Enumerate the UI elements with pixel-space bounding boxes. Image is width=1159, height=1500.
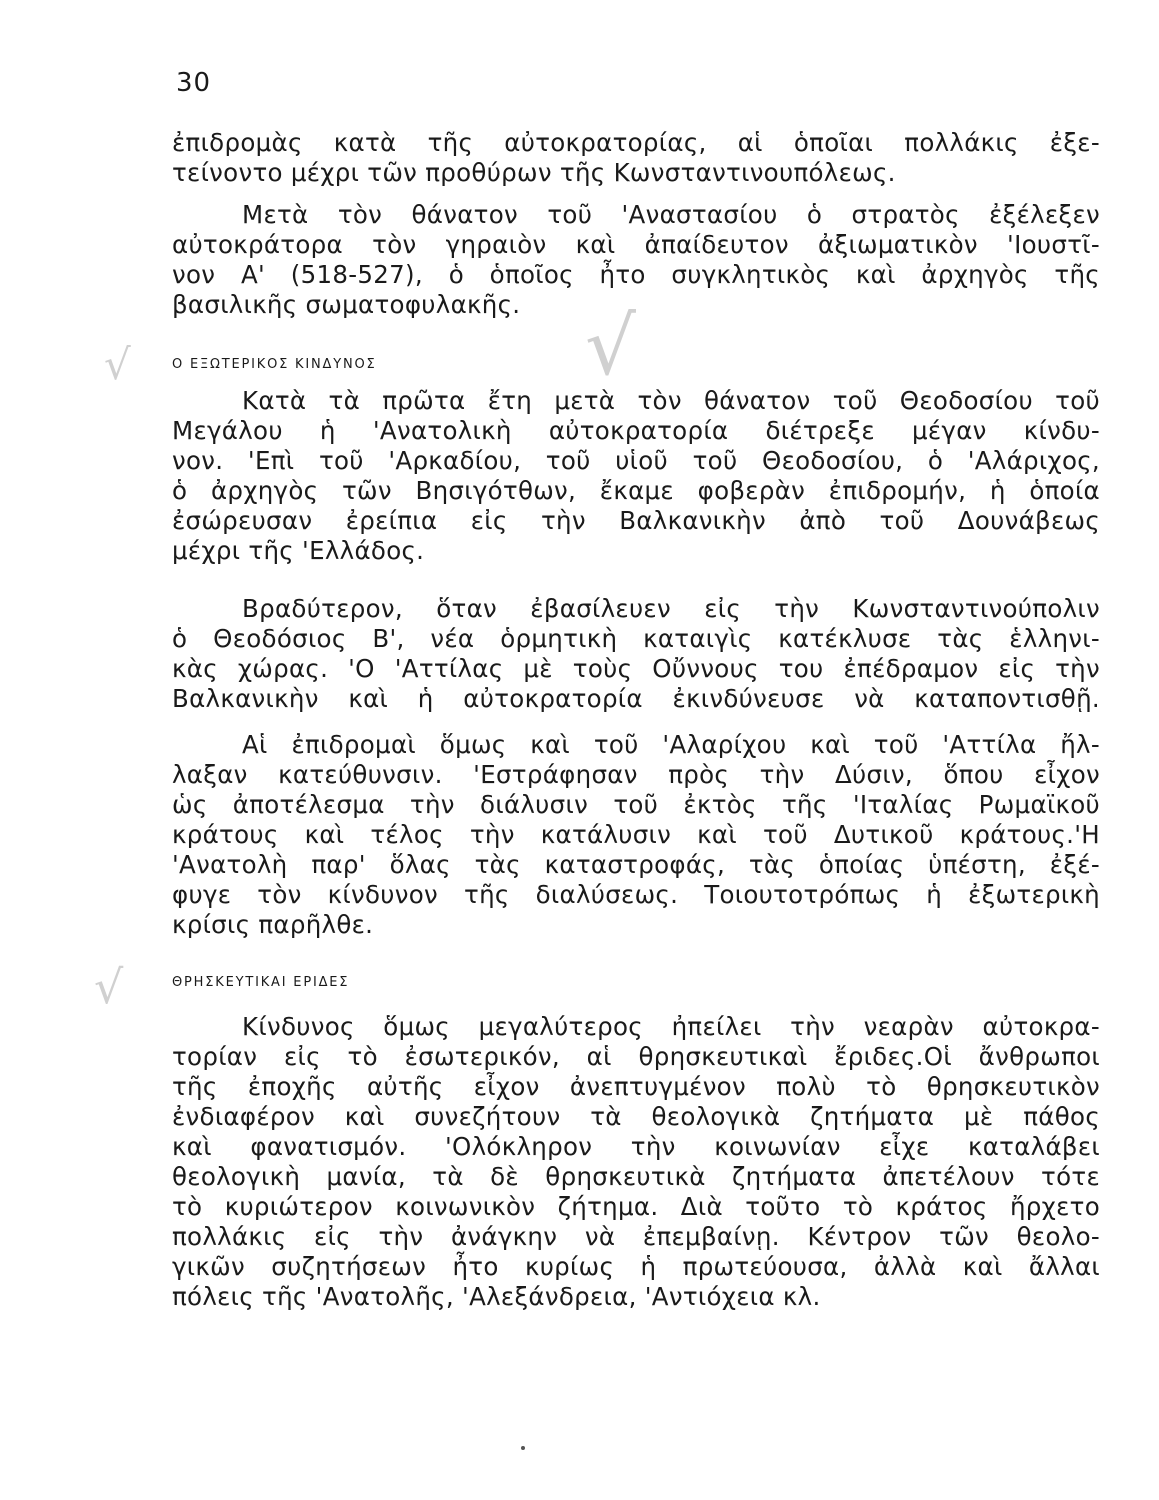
check-mark-faint: √ [585, 300, 636, 393]
text-line: Κίνδυνος ὅμως μεγαλύτερος ἠπείλει τὴν νεαρὰν αὐτοκρα- [242, 1012, 1100, 1041]
text-line: λαξαν κατεύθυνσιν. 'Εστράφησαν πρὸς τὴν Δύσιν, ὅπου εἶχον [172, 760, 1100, 789]
text-line: κρίσις παρῆλθε. [172, 910, 374, 939]
text-line: Αἱ ἐπιδρομαὶ ὅμως καὶ τοῦ 'Αλαρίχου καὶ τοῦ 'Αττίλα ἤλ- [242, 730, 1100, 759]
text-line: Βαλκανικὴν καὶ ἡ αὐτοκρατορία ἐκινδύνευσε νὰ καταποντισθῇ. [172, 684, 1100, 713]
text-line: κράτους καὶ τέλος τὴν κατάλυσιν καὶ τοῦ Δυτικοῦ κράτους.'Η [172, 820, 1100, 849]
text-line: πόλεις τῆς 'Ανατολῆς, 'Αλεξάνδρεια, 'Αντιόχεια κλ. [172, 1282, 821, 1311]
text-line: φυγε τὸν κίνδυνον τῆς διαλύσεως. Τοιουτοτρόπως ἡ ἐξωτερικὴ [172, 880, 1100, 909]
text-line: ὁ Θεοδόσιος Β', νέα ὁρμητικὴ καταιγὶς κατέκλυσε τὰς ἑλληνι- [172, 624, 1100, 653]
text-line: αὐτοκράτορα τὸν γηραιὸν καὶ ἀπαίδευτον ἀξιωματικὸν 'Ιουστῖ- [172, 230, 1100, 259]
text-line: ὁ ἀρχηγὸς τῶν Βησιγότθων, ἔκαμε φοβερὰν ἐπιδρομήν, ἡ ὁποία [172, 476, 1100, 505]
text-line: καὶ φανατισμόν. 'Ολόκληρον τὴν κοινωνίαν εἶχε καταλάβει [172, 1132, 1100, 1161]
text-line: τῆς ἐποχῆς αὐτῆς εἶχον ἀνεπτυγμένον πολὺ τὸ θρησκευτικὸν [172, 1072, 1100, 1101]
text-line: ἐσώρευσαν ἐρείπια εἰς τὴν Βαλκανικὴν ἀπὸ τοῦ Δουνάβεως [172, 506, 1100, 535]
check-mark-faint: √ [94, 960, 124, 1014]
section-heading-religious-disputes: ΘΡΗΣΚΕΥΤΙΚΑΙ ΕΡΙΔΕΣ [172, 975, 350, 990]
text-line: κὰς χώρας. 'Ο 'Αττίλας μὲ τοὺς Οὔννους του ἐπέδραμον εἰς τὴν [172, 654, 1100, 683]
paragraph-external-danger [172, 386, 1100, 566]
text-line: γικῶν συζητήσεων ἦτο κυρίως ἡ πρωτεύουσα, ἀλλὰ καὶ ἄλλαι [172, 1252, 1100, 1281]
paragraph-attila [172, 594, 1100, 714]
text-line: ὡς ἀποτέλεσμα τὴν διάλυσιν τοῦ ἐκτὸς τῆς 'Ιταλίας Ρωμαϊκοῦ [172, 790, 1100, 819]
text-line: πολλάκις εἰς τὴν ἀνάγκην νὰ ἐπεμβαίνῃ. Κέντρον τῶν θεολο- [172, 1222, 1100, 1251]
text-line: ἐπιδρομὰς κατὰ τῆς αὐτοκρατορίας, αἱ ὁποῖαι πολλάκις ἐξε- [172, 128, 1100, 157]
paragraph-invasions [172, 730, 1100, 940]
page-number: 30 [176, 68, 212, 98]
text-line: νον Α' (518-527), ὁ ὁποῖος ἦτο συγκλητικὸς καὶ ἀρχηγὸς τῆς [172, 260, 1100, 289]
section-heading-external-danger: Ο ΕΞΩΤΕΡΙΚΟΣ ΚΙΝΔΥΝΟΣ [172, 357, 377, 372]
paragraph-religious-disputes [172, 1012, 1100, 1312]
text-line: θεολογικὴ μανία, τὰ δὲ θρησκευτικὰ ζητήματα ἀπετέλουν τότε [172, 1162, 1100, 1191]
text-line: Κατὰ τὰ πρῶτα ἔτη μετὰ τὸν θάνατον τοῦ Θεοδοσίου τοῦ [242, 386, 1100, 415]
text-line: Μεγάλου ἡ 'Ανατολικὴ αὐτοκρατορία διέτρεξε μέγαν κίνδυ- [172, 416, 1100, 445]
ink-dot [521, 1446, 525, 1450]
paragraph-justin [172, 200, 1100, 320]
text-line: νον. 'Επὶ τοῦ 'Αρκαδίου, τοῦ υἱοῦ τοῦ Θεοδοσίου, ὁ 'Αλάριχος, [172, 446, 1100, 475]
text-line: βασιλικῆς σωματοφυλακῆς. [172, 290, 521, 319]
text-line: τὸ κυριώτερον κοινωνικὸν ζήτημα. Διὰ τοῦτο τὸ κράτος ἤρχετο [172, 1192, 1100, 1221]
text-line: τείνοντο μέχρι τῶν προθύρων τῆς Κωνσταντινουπόλεως. [172, 158, 896, 187]
text-line: Μετὰ τὸν θάνατον τοῦ 'Αναστασίου ὁ στρατὸς ἐξέλεξεν [242, 200, 1100, 229]
text-line: 'Ανατολὴ παρ' ὅλας τὰς καταστροφάς, τὰς ὁποίας ὑπέστη, ἐξέ- [172, 850, 1100, 879]
text-line: τορίαν εἰς τὸ ἐσωτερικόν, αἱ θρησκευτικαὶ ἔριδες.Οἱ ἄνθρωποι [172, 1042, 1100, 1071]
paragraph-continuation [172, 128, 1100, 188]
text-line: Βραδύτερον, ὅταν ἐβασίλευεν εἰς τὴν Κωνσταντινούπολιν [242, 594, 1100, 623]
text-line: ἐνδιαφέρον καὶ συνεζήτουν τὰ θεολογικὰ ζητήματα μὲ πάθος [172, 1102, 1100, 1131]
check-mark-faint: √ [104, 340, 131, 389]
text-line: μέχρι τῆς 'Ελλάδος. [172, 536, 425, 565]
